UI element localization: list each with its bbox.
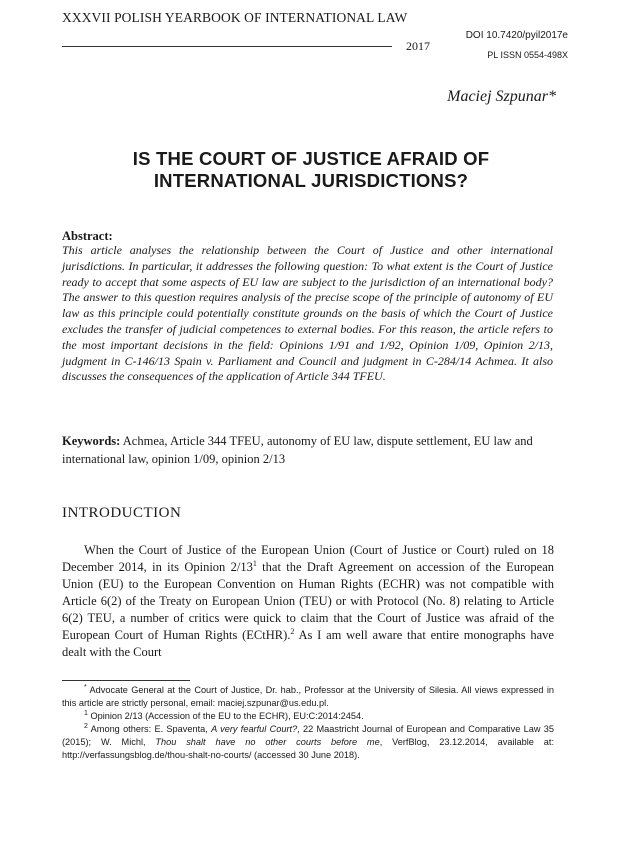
footnote-mark-star: * — [84, 683, 87, 691]
footnotes — [62, 684, 554, 762]
doi-label: DOI 10.7420/pyil2017e — [465, 30, 568, 41]
footnote-rule — [62, 680, 190, 681]
intro-paragraph — [62, 542, 554, 661]
footnote-2-text-a: Among others: E. Spaventa, — [87, 724, 212, 734]
keywords-label: Keywords: — [62, 434, 121, 448]
footnote-ref-1: 1 — [252, 558, 257, 568]
keywords-text: Achmea, Article 344 TFEU, autonomy of EU law, dispute settlement, EU law and international law, opinion 1/09, opinion 2/13 — [62, 434, 533, 466]
footnote-2-text-e: , VerfBlog, 23.12.2014, available at: http://verfassungsblog.de/thou-shalt-no-courts/ (accessed 30 June 2018). — [62, 737, 554, 760]
article-title — [62, 148, 560, 192]
abstract-heading: Abstract: — [62, 229, 113, 243]
footnote-ref-2: 2 — [290, 626, 295, 636]
journal-year-row — [62, 39, 440, 53]
abstract-text: This article analyses the relationship between the Court of Justice and other international jurisdictions. In particular, it addresses the following question: To what extent is the Court of Justice ready to accept that some aspects of EU law are subject to the jurisdiction of an international body? The answer to this question requires analysis of the precise scope of the principle of autonomy of EU law as this principle could potentially constitute grounds on the basis of which the Court of Justice excludes the transfer of judicial competences to external bodies. For this reason, the article refers to the most important decisions in the field: Opinions 1/91 and 1/92, Opinion 1/09, Opinion 2/13, judgment in C-146/13 Spain v. Parliament and Council and judgment in C-284/14 Achmea. It also discusses the consequences of the application of Article 344 TFEU. — [62, 243, 553, 384]
footnote-author — [62, 684, 554, 710]
intro-text-2: that the Draft Agreement on accession of the European Union (EU) to the European Convention on Human Rights (ECHR) was not compatible with Article 6(2) of the Treaty on European Union (TEU) or with Protocol (No. 8) relating to Article 6(2) TEU, a number of critics were quick to claim that the Court of Justice was afraid of the European Court of Human Rights (ECtHR). — [62, 560, 555, 642]
footnote-1-text: Opinion 2/13 (Accession of the EU to the ECHR), EU:C:2014:2454. — [87, 711, 364, 721]
article-title-line-1: IS THE COURT OF JUSTICE AFRAID OF — [132, 148, 490, 169]
header-rule — [62, 46, 392, 47]
footnote-2-title-a: A very fearful Court? — [211, 724, 298, 734]
footnote-2-title-b: Thou shalt have no other courts before me — [155, 737, 380, 747]
footnote-2-text-c: , 22 Maastricht Journal of European and Comparative Law 35 (2015); W. Michl, — [62, 724, 555, 747]
author-name: Maciej Szpunar* — [447, 88, 556, 105]
footnote-2 — [62, 723, 554, 762]
issn-label: PL ISSN 0554-498X — [487, 50, 568, 60]
article-title-line-2: INTERNATIONAL JURISDICTIONS? — [153, 170, 469, 191]
section-heading-introduction: INTRODUCTION — [62, 505, 182, 521]
keywords — [62, 433, 554, 468]
journal-year: 2017 — [406, 39, 430, 53]
intro-text-3: As I am well aware that entire monographs have dealt with the Court — [62, 628, 554, 659]
intro-text-1: When the Court of Justice of the European Union (Court of Justice or Court) ruled on 18 December 2014, in its Opinion 2/13 — [62, 543, 554, 574]
footnote-mark-1: 1 — [84, 709, 88, 717]
footnote-1 — [62, 710, 554, 723]
footnote-author-text: Advocate General at the Court of Justice, Dr. hab., Professor at the University of Silesia. All views expressed in this article are strictly personal, email: maciej.szpunar@us.edu.pl. — [62, 685, 554, 708]
footnote-mark-2: 2 — [84, 722, 88, 730]
journal-title: XXXVII POLISH YEARBOOK OF INTERNATIONAL LAW — [62, 10, 408, 25]
